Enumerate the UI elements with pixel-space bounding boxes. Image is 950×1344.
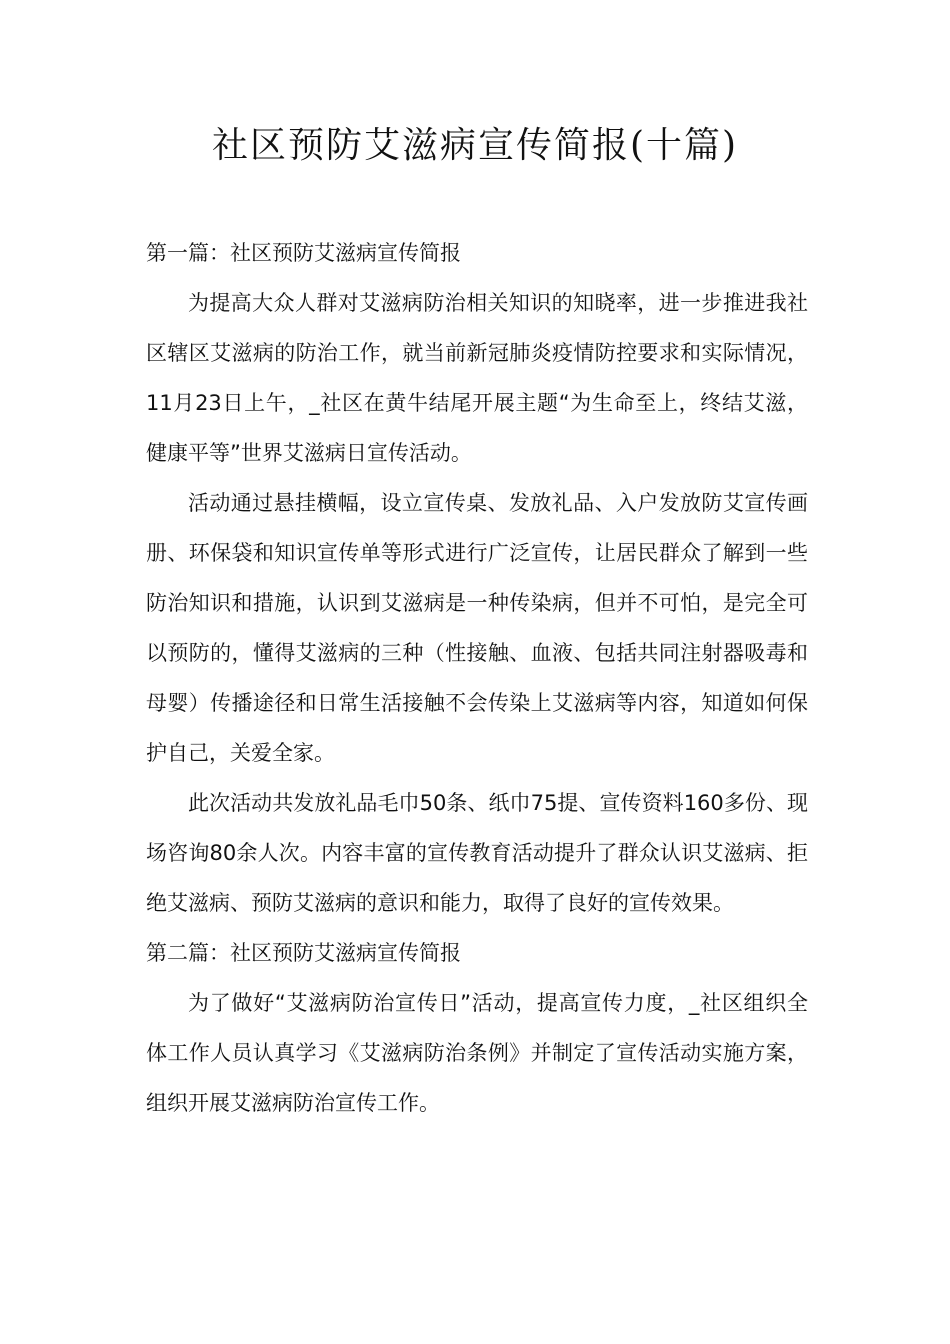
section-2 [146, 928, 808, 1128]
section-heading: 第一篇：社区预防艾滋病宣传简报 [146, 241, 461, 265]
section-1 [146, 228, 808, 928]
document-body [146, 228, 808, 1128]
paragraph: 为了做好“艾滋病防治宣传日”活动，提高宣传力度，_社区组织全体工作人员认真学习《艾滋病防治条例》并制定了宣传活动实施方案，组织开展艾滋病防治宣传工作。 [146, 991, 808, 1115]
document-title: 社区预防艾滋病宣传简报(十篇) [211, 125, 739, 166]
section-heading: 第二篇：社区预防艾滋病宣传简报 [146, 941, 461, 965]
paragraph: 此次活动共发放礼品毛巾50条、纸巾75提、宣传资料160多份、现场咨询80余人次。内容丰富的宣传教育活动提升了群众认识艾滋病、拒绝艾滋病、预防艾滋病的意识和能力，取得了良好的宣传效果。 [146, 791, 808, 915]
paragraph: 活动通过悬挂横幅，设立宣传桌、发放礼品、入户发放防艾宣传画册、环保袋和知识宣传单等形式进行广泛宣传，让居民群众了解到一些防治知识和措施，认识到艾滋病是一种传染病，但并不可怕，是完全可以预防的，懂得艾滋病的三种（性接触、血液、包括共同注射器吸毒和母婴）传播途径和日常生活接触不会传染上艾滋病等内容，知道如何保护自己，关爱全家。 [146, 491, 808, 765]
paragraph: 为提高大众人群对艾滋病防治相关知识的知晓率，进一步推进我社区辖区艾滋病的防治工作，就当前新冠肺炎疫情防控要求和实际情况，11月23日上午，_社区在黄牛结尾开展主题“为生命至上，终结艾滋，健康平等”世界艾滋病日宣传活动。 [146, 291, 808, 465]
